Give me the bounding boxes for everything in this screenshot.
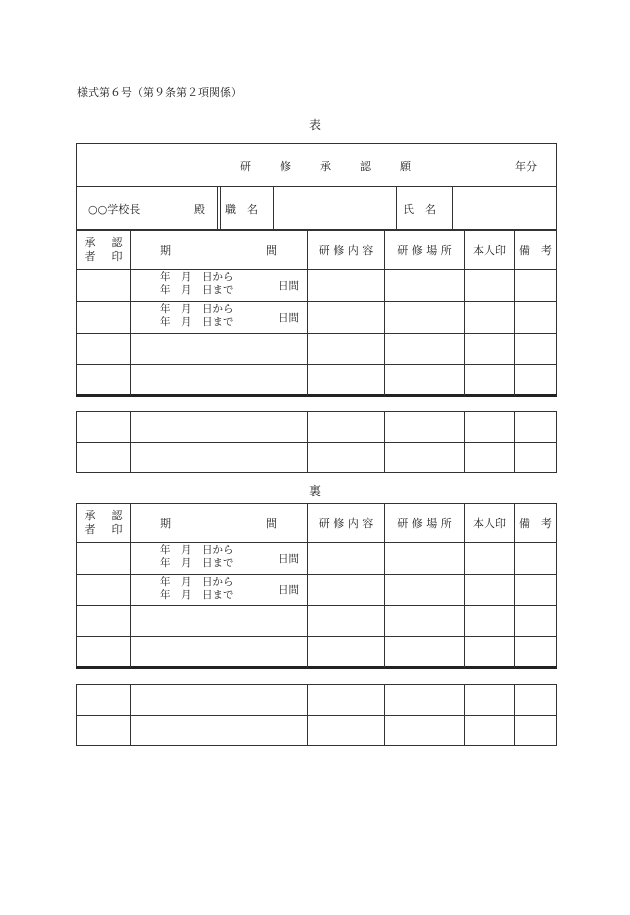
place-header: 研 修 場 所 xyxy=(397,244,452,257)
name-field[interactable] xyxy=(453,190,555,226)
remarks-header: 備 考 xyxy=(519,244,552,257)
period-header-left: 期 xyxy=(160,244,171,257)
seal-header-back: 本人印 xyxy=(473,517,506,530)
name-label: 氏 名 xyxy=(403,203,436,216)
year-suffix: 年分 xyxy=(515,160,537,173)
period-header-right: 間 xyxy=(266,244,277,257)
content-header-back: 研 修 内 容 xyxy=(318,517,374,530)
days-label-back-2: 日間 xyxy=(278,583,299,596)
days-label-back-1: 日間 xyxy=(278,552,299,565)
period-range-back-2: 年 月 日から 年 月 日まで xyxy=(160,576,234,601)
addressee: ○○学校長 xyxy=(88,203,141,216)
period-range-back-1: 年 月 日から 年 月 日まで xyxy=(160,544,234,569)
seal-header: 本人印 xyxy=(473,244,506,257)
period-header-right-back: 間 xyxy=(266,517,277,530)
days-label-2: 日間 xyxy=(278,311,299,324)
approver-seal-header-back: 承 認 者 印 xyxy=(84,509,123,536)
back-side-label: 裏 xyxy=(308,484,321,498)
position-label: 職 名 xyxy=(225,203,258,216)
period-header-left-back: 期 xyxy=(160,517,171,530)
front-side-label: 表 xyxy=(308,118,321,132)
document-title: 研 修 承 認 願 xyxy=(240,160,420,173)
position-field[interactable] xyxy=(274,190,395,226)
period-range-1: 年 月 日から 年 月 日まで xyxy=(160,271,234,296)
remarks-header-back: 備 考 xyxy=(519,517,552,530)
form-number: 様式第６号（第９条第２項関係） xyxy=(77,86,242,99)
content-header: 研 修 内 容 xyxy=(318,244,374,257)
place-header-back: 研 修 場 所 xyxy=(397,517,452,530)
honorific: 殿 xyxy=(194,203,205,216)
period-range-2: 年 月 日から 年 月 日まで xyxy=(160,303,234,328)
approver-seal-header: 承 認 者 印 xyxy=(84,236,123,263)
days-label-1: 日間 xyxy=(278,279,299,292)
